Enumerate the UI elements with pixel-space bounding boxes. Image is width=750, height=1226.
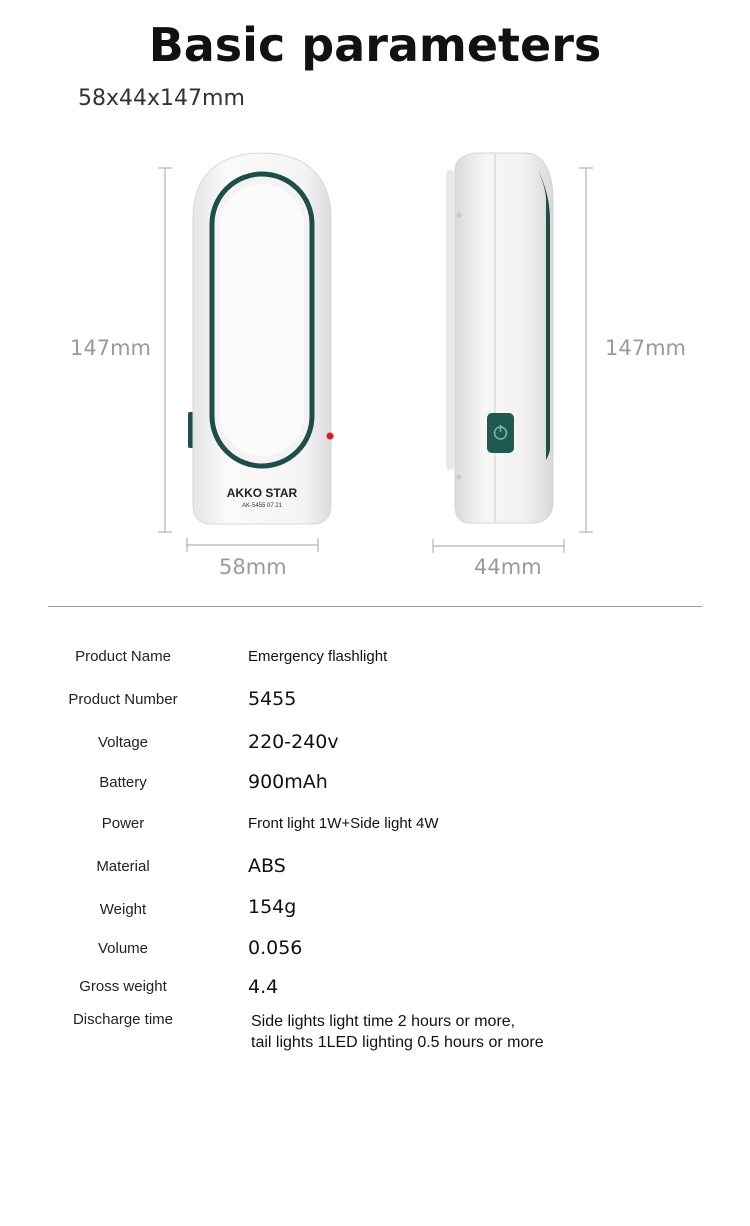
spec-value-material: ABS bbox=[248, 855, 286, 877]
spec-value-product-name: Emergency flashlight bbox=[248, 648, 388, 665]
spec-value-weight: 154g bbox=[248, 896, 297, 918]
side-width-label: 44mm bbox=[474, 555, 542, 579]
product-illustration bbox=[0, 140, 750, 580]
spec-label-product-name: Product Name bbox=[75, 648, 171, 665]
spec-value-power: Front light 1W+Side light 4W bbox=[248, 815, 439, 832]
flashlight-front-view bbox=[188, 153, 334, 524]
side-height-label: 147mm bbox=[605, 336, 686, 360]
discharge-time-line-1: Side lights light time 2 hours or more, bbox=[251, 1013, 516, 1030]
front-height-label: 147mm bbox=[70, 336, 151, 360]
spec-label-volume: Volume bbox=[97, 940, 149, 957]
discharge-time-line-2: tail lights 1LED lighting 0.5 hours or more bbox=[251, 1034, 544, 1051]
spec-label-voltage: Voltage bbox=[97, 734, 149, 751]
spec-label-product-number: Product Number bbox=[68, 691, 178, 708]
page-title: Basic parameters bbox=[148, 18, 602, 72]
model-code: AK-5455 07 21 bbox=[241, 503, 283, 509]
side-height-dimension-line bbox=[579, 168, 593, 532]
spec-value-volume: 0.056 bbox=[248, 937, 303, 959]
flashlight-side-view bbox=[446, 153, 553, 523]
front-width-label: 58mm bbox=[219, 555, 287, 579]
spec-value-discharge-time bbox=[251, 1011, 544, 1053]
spec-value-battery: 900mAh bbox=[248, 771, 328, 793]
spec-label-power: Power bbox=[101, 815, 145, 832]
spec-label-battery: Battery bbox=[99, 774, 147, 791]
spec-label-material: Material bbox=[96, 858, 150, 875]
spec-label-gross-weight: Gross weight bbox=[79, 978, 167, 995]
spec-label-weight: Weight bbox=[99, 901, 147, 918]
power-button bbox=[487, 413, 514, 453]
spec-value-gross-weight: 4.4 bbox=[248, 976, 279, 998]
side-width-dimension-line bbox=[433, 539, 564, 553]
overall-dimensions: 58x44x147mm bbox=[78, 86, 245, 111]
front-width-dimension-line bbox=[187, 538, 318, 552]
spec-label-discharge-time: Discharge time bbox=[72, 1011, 174, 1028]
spec-value-voltage: 220-240v bbox=[248, 731, 339, 753]
brand-logo: AKKO STAR bbox=[226, 486, 298, 500]
front-height-dimension-line bbox=[158, 168, 172, 532]
spec-value-product-number: 5455 bbox=[248, 688, 297, 710]
section-divider bbox=[48, 606, 702, 607]
